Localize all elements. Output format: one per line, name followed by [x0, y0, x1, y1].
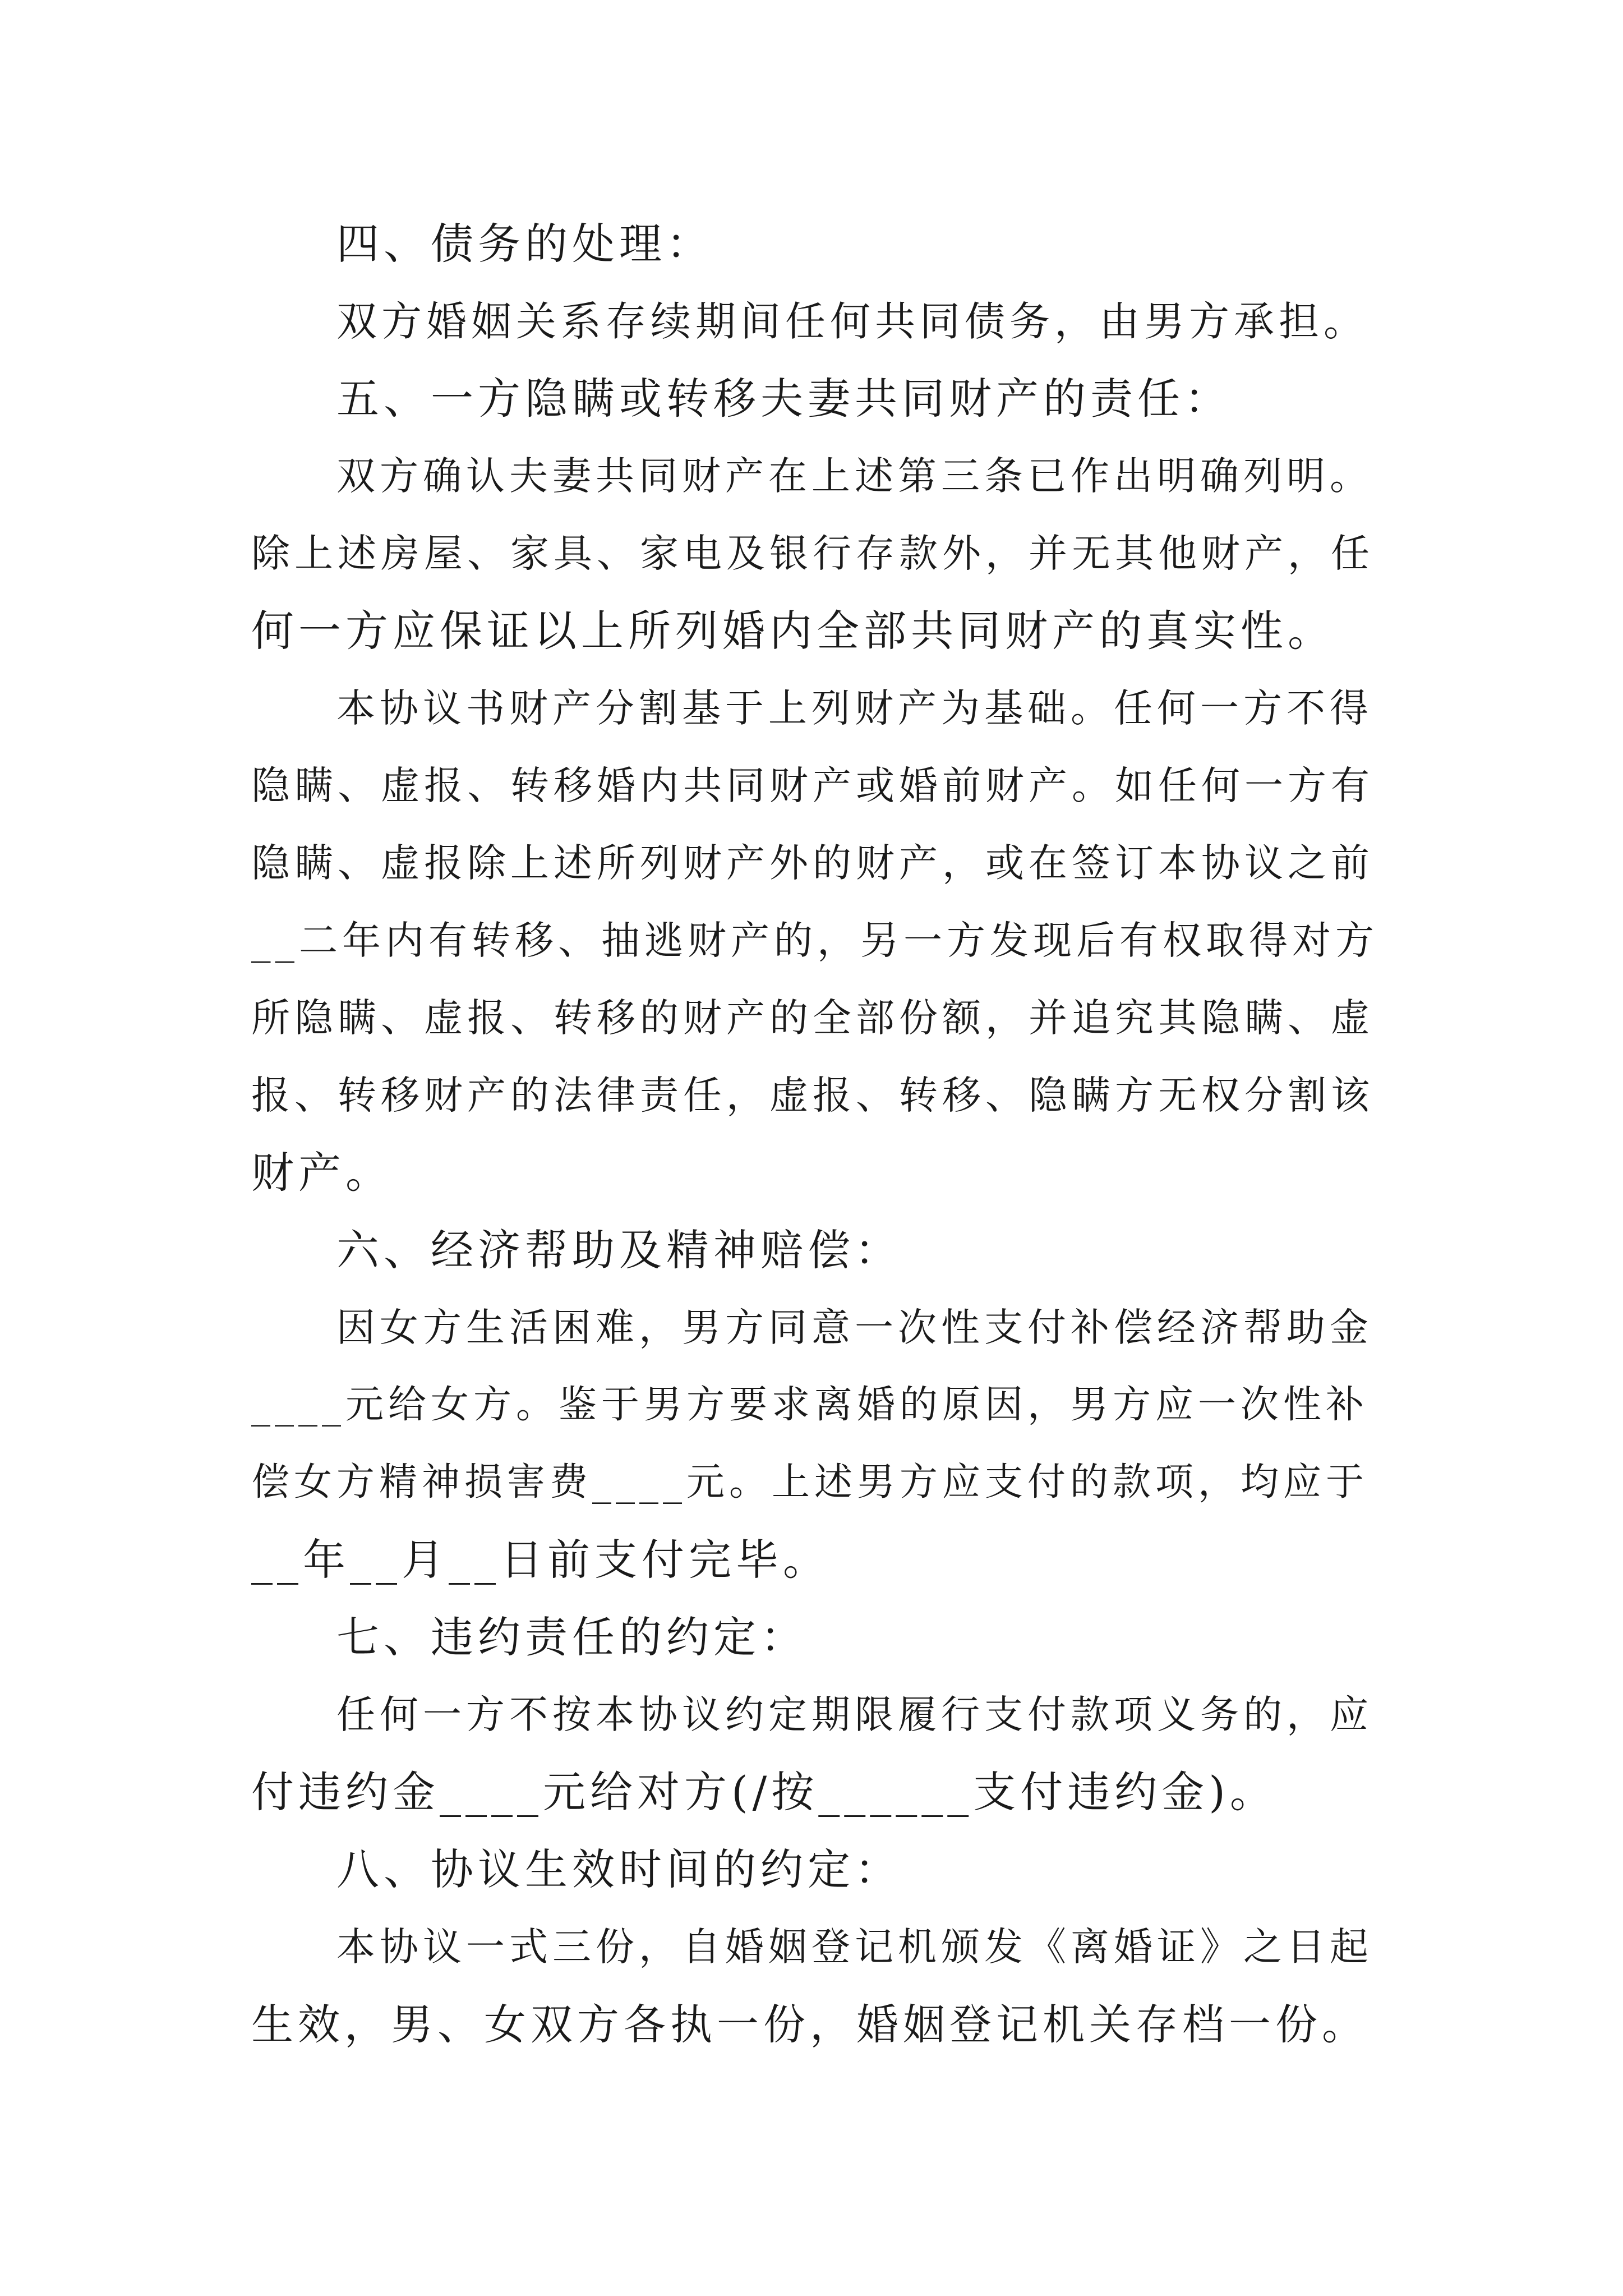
paragraph-line: 偿女方精神损害费____元。上述男方应支付的款项，均应于: [251, 1460, 1369, 1504]
paragraph-line: 所隐瞒、虚报、转移的财产的全部份额，并追究其隐瞒、虚: [251, 996, 1374, 1041]
paragraph-line: __二年内有转移、抽逃财产的，另一方发现后有权取得对方: [251, 918, 1378, 963]
heading-concealment-liability: 五、一方隐瞒或转移夫妻共同财产的责任：: [336, 374, 1232, 424]
paragraph-line: 双方婚姻关系存续期间任何共同债务，由男方承担。: [336, 298, 1369, 345]
heading-economic-help: 六、经济帮助及精神赔偿：: [336, 1225, 902, 1275]
paragraph-line: 付违约金____元给对方(/按______支付违约金)。: [251, 1767, 1277, 1817]
paragraph-line: 何一方应保证以上所列婚内全部共同财产的真实性。: [251, 606, 1335, 656]
paragraph-line: 因女方生活困难，男方同意一次性支付补偿经济帮助金: [336, 1305, 1373, 1350]
paragraph-line: 除上述房屋、家具、家电及银行存款外，并无其他财产，任: [251, 531, 1374, 576]
paragraph-line: 报、转移财产的法律责任，虚报、转移、隐瞒方无权分割该: [251, 1073, 1374, 1118]
paragraph-line: 财产。: [251, 1148, 393, 1198]
paragraph-line: 双方确认夫妻共同财产在上述第三条已作出明确列明。: [336, 454, 1373, 499]
paragraph-line: 本协议书财产分割基于上列财产为基础。任何一方不得: [336, 686, 1373, 731]
paragraph-line: __年__月__日前支付完毕。: [251, 1535, 830, 1585]
heading-effective-time: 八、协议生效时间的约定：: [336, 1844, 902, 1894]
paragraph-line: 隐瞒、虚报除上述所列财产外的财产，或在签订本协议之前: [251, 841, 1374, 886]
heading-breach-liability: 七、违约责任的约定：: [336, 1612, 808, 1662]
paragraph-line: 任何一方不按本协议约定期限履行支付款项义务的，应: [336, 1692, 1373, 1737]
paragraph-line: 本协议一式三份，自婚姻登记机颁发《离婚证》之日起: [336, 1925, 1373, 1970]
paragraph-line: 生效，男、女双方各执一份，婚姻登记机关存档一份。: [251, 2000, 1369, 2049]
paragraph-line: ____元给女方。鉴于男方要求离婚的原因，男方应一次性补: [251, 1383, 1369, 1427]
paragraph-line: 隐瞒、虚报、转移婚内共同财产或婚前财产。如任何一方有: [251, 763, 1374, 808]
heading-debt-handling: 四、债务的处理：: [336, 219, 713, 269]
